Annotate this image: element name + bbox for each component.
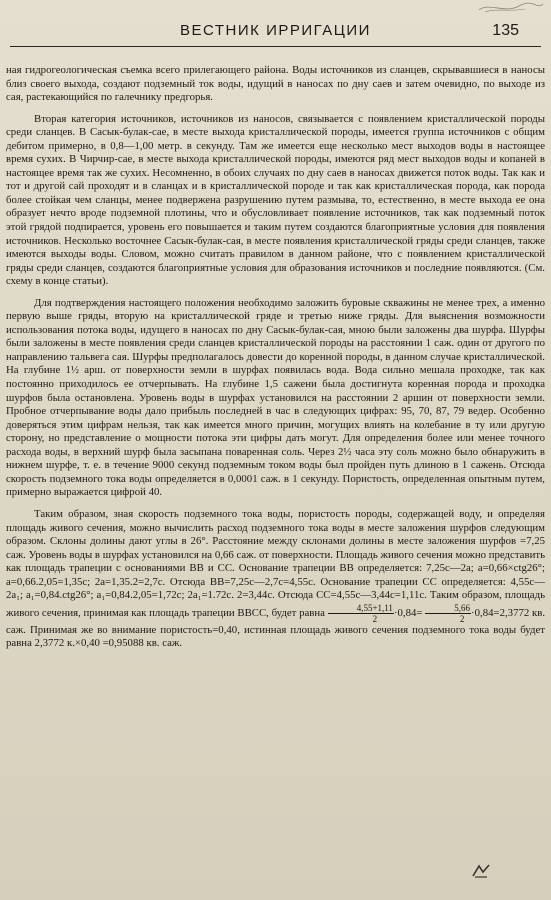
paragraph-2: Вторая категория источников, источников из наносов, связывается с появлением кристаллической породы среди сланцев. В Сасык-булак-сае, в месте выхода кристаллической породы, имеется группа источников с общим дебитом примерно, в 0,8—1,00 метр. в секунду. Там же имеется еще несколько мест выходов воды в настоящее время сухих. В Чирчир-сае, в месте выхода кристаллической породы, имеются ряд мест выходов воды и копаней в настоящее время так же сухих. Несомненно, в обоих случаях по дну саев в наносах движется поток воды. Так как и тот и другой сай проходят и в сланцах и в кристаллической породе и так как кристаллическая порода, как порода более стойкая чем сланцы, менее подвержена разрушению путем размыва, то, естественно, в месте выхода ее она образует нечто вроде подземной плотины, что и обусловливает появление источников, так как подземный поток этой грядой подпирается, уровень его повышается и таким путем создаются благоприятные условия для появления источников. Несколько восточнее Сасык-булак-сая, в месте появления кристаллической гряды среди сланцев, также имеются выходы воды. Словом, можно считать правилом в данном районе, что с появлением кристаллической гряды среди сланцев, создаются благоприятные условия для образования источников и последние появляются. (См. схему в конце статьи). <box>6 112 545 288</box>
fraction-sum-result <box>425 603 471 624</box>
paragraph-4-part-c: ·0,84=2,3772 кв. саж. Принимая же во внимание пористость=0,40, истинная площадь живого сечения подземного тока воды будет равна 2,3772 к.×0,40 =0,95088 кв. саж. <box>6 606 546 650</box>
fraction-numerator: 5,66 <box>425 603 471 614</box>
page-number: 135 <box>492 22 519 39</box>
fraction-bases-sum <box>328 603 394 624</box>
ornament-icon <box>470 862 492 880</box>
journal-title: ВЕСТНИК ИРРИГАЦИИ <box>180 22 371 39</box>
paragraph-4-part-a: Таким образом, зная скорость подземного тока воды, пористость породы, содержащей воду, и определяя площадь живого сечения, можно вычислить расход подземного тока воды в месте заложения шурфов следующим образом. Склоны долины дают углы в 26°. Расстояние между склонами долины в месте заложения шурфов =7,25 саж. Уровень воды в шурфах установился на 0,66 саж. от поверхности. Площадь живого сечения можно представить как площадь трапеции с основаниями ВВ и СС. Основание трапеции ВВ определяется: 7,25с—2а; а=0,66×ctg26°; а=0,66.2,05=1,35с; 2а=1,35.2=2,7с. Отсюда ВВ=7,25с—2,7с=4,55с. Основание трапеции СС определяется: 4,55с—2а₁; а₁=0,84.ctg26°; а₁=0,84.2,05=1,72с; 2а₁=1.72с. 2=3,44с. Отсюда СС=4,55с—3,44с=1,11с. Таким образом, площадь живого сечения, принимая как площадь трапеции ВВСС, будет равна <box>6 507 545 619</box>
fraction-numerator: 4,55+1,11 <box>328 603 394 614</box>
ink-stamp-mark <box>475 0 545 16</box>
article-body <box>6 64 545 659</box>
paragraph-4-part-b: ·0,84= <box>393 606 423 619</box>
paragraph-4 <box>6 508 545 651</box>
paragraph-1: ная гидрогеологическая съемка всего прилегающего района. Воды источников из сланцев, скрывавшиеся в наносы близ своего выхода, создают подземный ток воды, идущий в наносах по дну саев и затем очевидно, по выходе из сая, растекающийся по галечнику предгорья. <box>6 64 545 104</box>
paragraph-3: Для подтверждения настоящего положения необходимо заложить буровые скважины не менее трех, а именно первую выше гряды, вторую на кристаллической гряде и третью ниже гряды. Для выяснения возможности использования потока воды, идущего в наносах по дну Сасык-булак-сая, мною были заложены два шурфа. Шурфы были заложены в месте появления среди сланцев кристаллической породы на расстоянии 1 саж. один от другого по направлению тальвега сая. Шурфы предполагалось довести до коренной породы, в данном случае кристаллической. На глубине 1½ арш. от поверхности земли в шурфах появилась вода. Вода сильно мешала проходке, так как постоянно приходилось ее отчерпывать. На глубине 1,5 сажени была достигнута коренная порода и проходка шурфов была остановлена. Уровень воды в шурфах установился на расстоянии 2 аршин от поверхности земли. Пробное отчерпывание воды дало прибыль последней в час в следующих цифрах: 95, 70, 87, 79 ведер. Особенно доверяться этим цифрам нельзя, так как имеется много причин, могущих влиять на колебание в ту или другую сторону, но представление о мощности потока эти цифры дать могут. Для определения более или менее точного расхода воды, в верхний шурф была засыпана поваренная соль. Через 2½ часа эту соль можно было обнаружить в нижнем шурфе, т. е. в течение 9000 секунд подземным током воды был пройден путь длиною в 1 сажень. Отсюда скорость подземного тока воды определяется в 0,0001 саж. в 1 секунду. Пористость, определенная опытным путем, примерно выражается цифрой 40. <box>6 296 545 499</box>
fraction-denominator: 2 <box>372 613 378 624</box>
page-header <box>10 20 541 47</box>
fraction-denominator: 2 <box>459 613 465 624</box>
